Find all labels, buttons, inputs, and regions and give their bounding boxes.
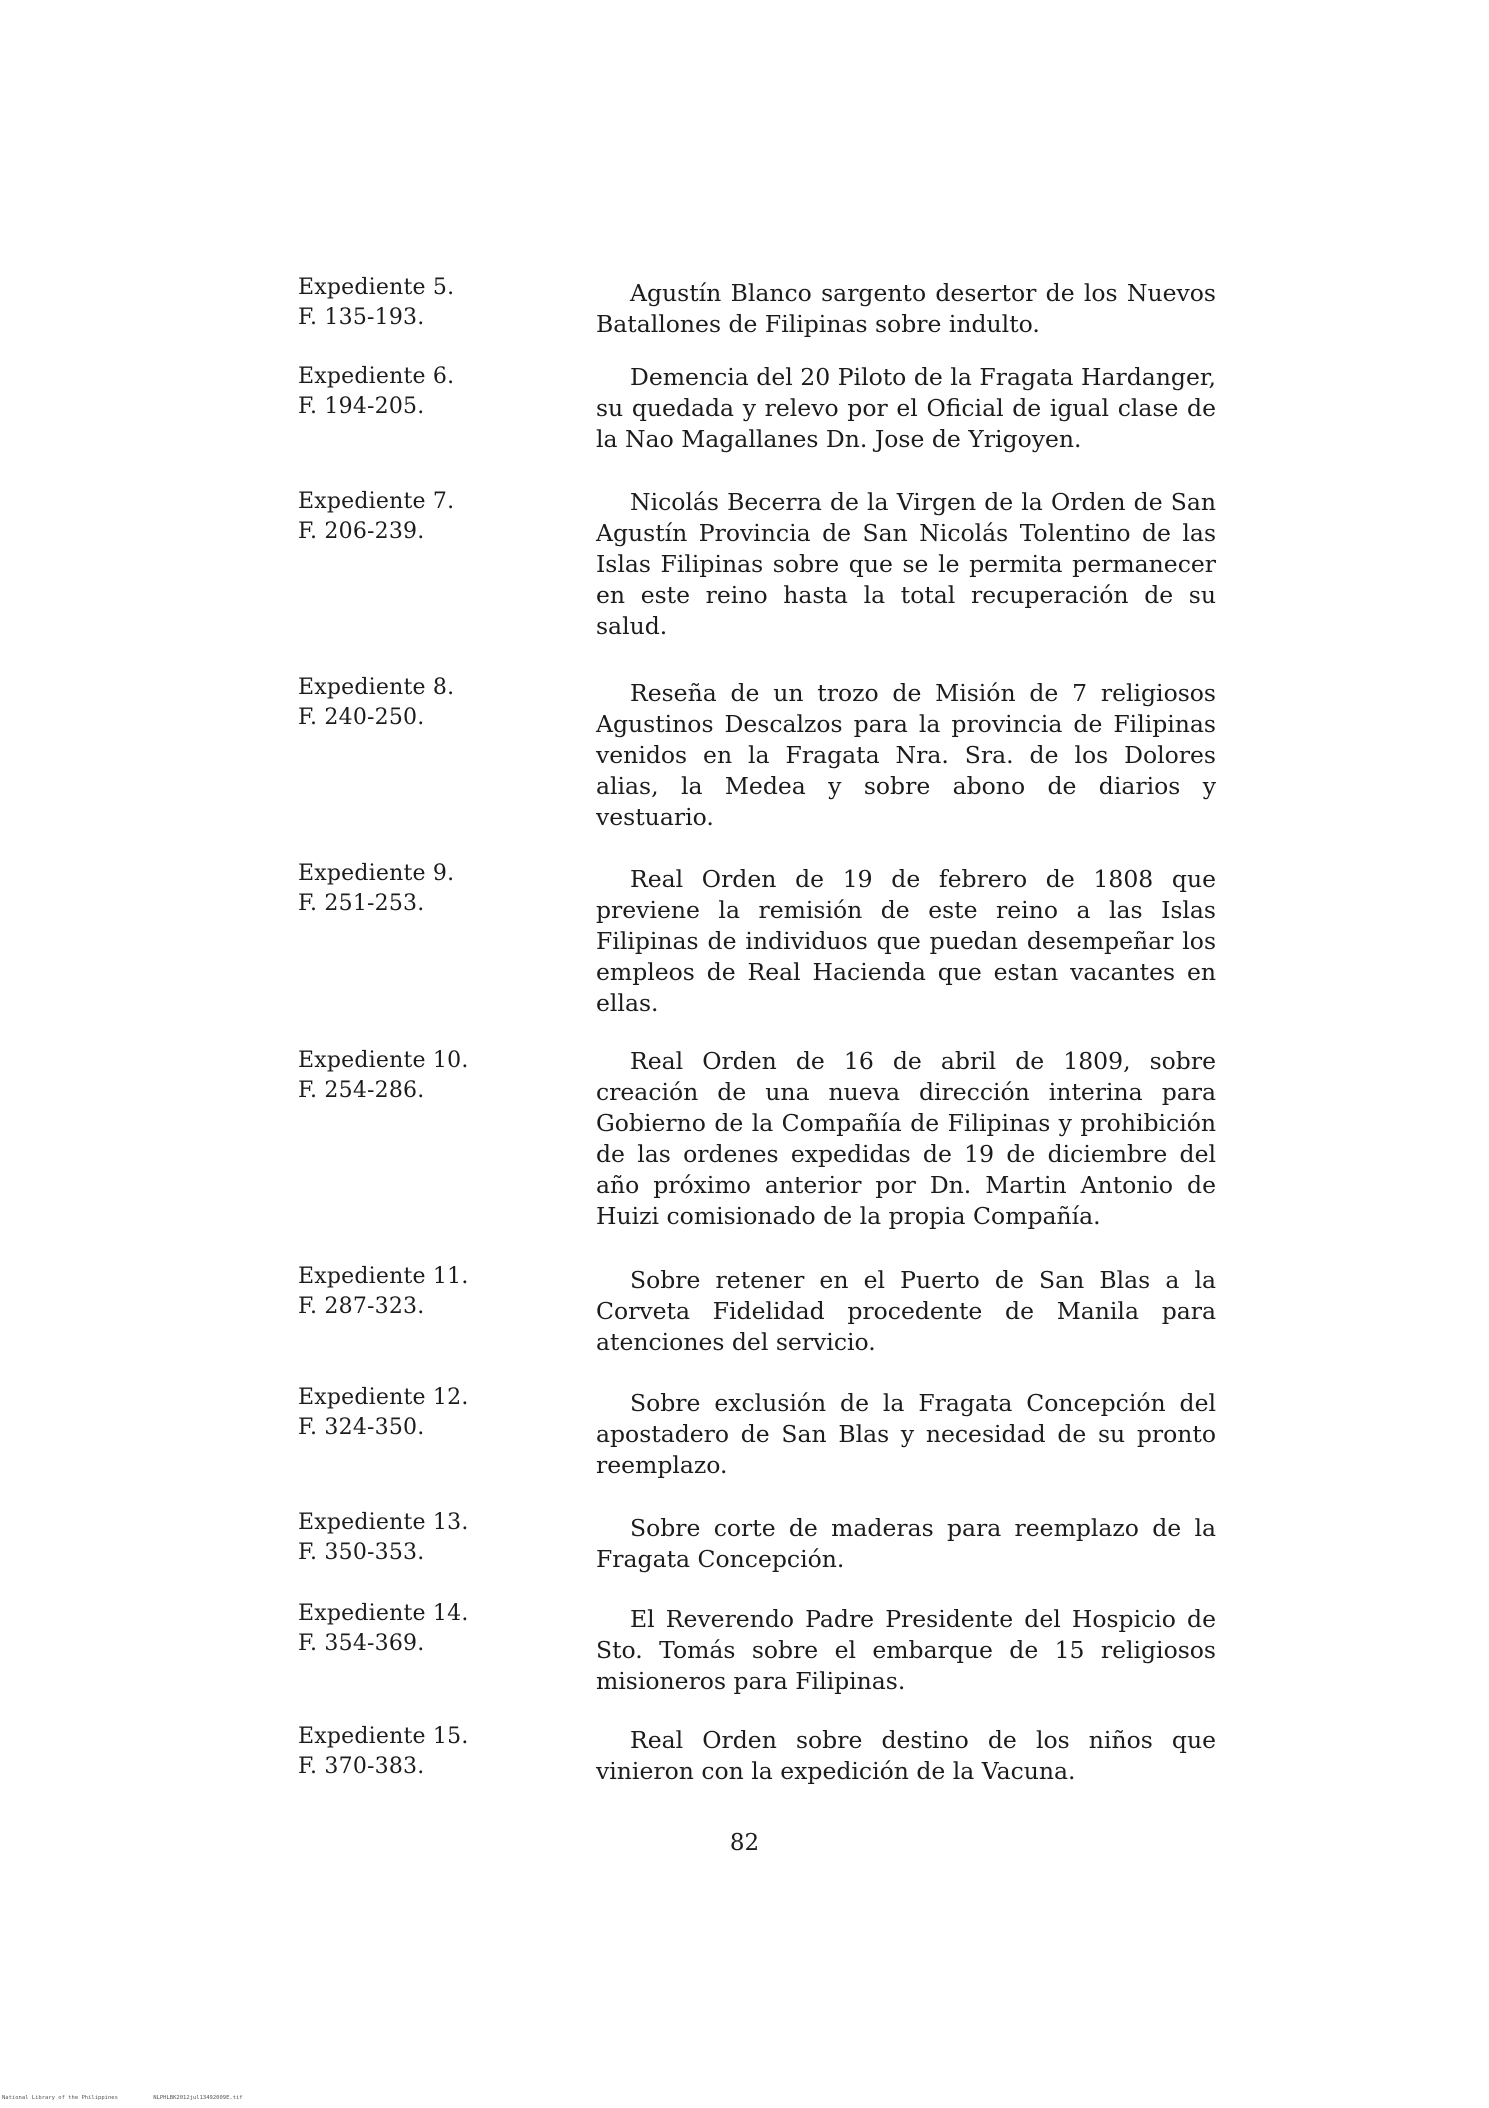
folio-range: F. 206-239.	[298, 519, 425, 544]
folio-range: F. 354-369.	[298, 1631, 425, 1656]
folio-range: F. 135-193.	[298, 305, 425, 330]
expediente-label: Expediente 11.	[298, 1264, 469, 1289]
entry-description: Sobre corte de maderas para reemplazo de la Fragata Concepción.	[596, 1514, 1216, 1573]
folio-range: F. 251-253.	[298, 891, 425, 916]
entry-description: Sobre retener en el Puerto de San Blas a la Corveta Fidelidad procedente de Manila para atenciones del servicio.	[596, 1266, 1216, 1356]
entry-reference	[298, 859, 488, 919]
page-number: 82	[729, 1830, 760, 1856]
entry-reference	[298, 273, 488, 333]
entry-reference	[298, 1722, 488, 1782]
entry-description: Nicolás Becerra de la Virgen de la Orden de San Agustín Provincia de San Nicolás Tolentino de las Islas Filipinas sobre que se le permita permanecer en este reino hasta la total recuperación de su salud.	[596, 488, 1216, 640]
entry-description: El Reverendo Padre Presidente del Hospicio de Sto. Tomás sobre el embarque de 15 religiosos misioneros para Filipinas.	[596, 1605, 1216, 1695]
entry-reference	[298, 362, 488, 422]
entry-reference	[298, 1046, 488, 1106]
entry-reference	[298, 1383, 488, 1443]
entry-description: Agustín Blanco sargento desertor de los Nuevos Batallones de Filipinas sobre indulto.	[596, 279, 1216, 338]
folio-range: F. 194-205.	[298, 394, 425, 419]
folio-range: F. 287-323.	[298, 1294, 425, 1319]
expediente-label: Expediente 10.	[298, 1048, 469, 1073]
entry-description: Real Orden de 16 de abril de 1809, sobre creación de una nueva dirección interina para Gobierno de la Compañía de Filipinas y prohibición de las ordenes expedidas de 19 de diciembre del año próximo anterior por Dn. Martin Antonio de Huizi comisionado de la propia Compañía.	[596, 1047, 1216, 1230]
expediente-label: Expediente 15.	[298, 1724, 469, 1749]
folio-range: F. 324-350.	[298, 1415, 425, 1440]
expediente-label: Expediente 5.	[298, 275, 455, 300]
entry-description: Sobre exclusión de la Fragata Concepción del apostadero de San Blas y necesidad de su pronto reemplazo.	[596, 1389, 1216, 1479]
entry-description: Real Orden de 19 de febrero de 1808 que previene la remisión de este reino a las Islas Filipinas de individuos que puedan desempeñar los empleos de Real Hacienda que estan vacantes en ellas.	[596, 865, 1216, 1017]
entry-reference	[298, 487, 488, 547]
expediente-label: Expediente 14.	[298, 1601, 469, 1626]
entry-description: Reseña de un trozo de Misión de 7 religiosos Agustinos Descalzos para la provincia de Filipinas venidos en la Fragata Nra. Sra. de los Dolores alias, la Medea y sobre abono de diarios y vestuario.	[596, 679, 1216, 831]
footer-library: National Library of the Philippines	[2, 2095, 118, 2101]
entry-reference	[298, 1599, 488, 1659]
folio-range: F. 240-250.	[298, 705, 425, 730]
footer-file-id: NLPHLBK2012jul13492009E.tif	[153, 2095, 243, 2101]
entry-description: Demencia del 20 Piloto de la Fragata Hardanger, su quedada y relevo por el Oficial de igual clase de la Nao Magallanes Dn. Jose de Yrigoyen.	[596, 363, 1216, 453]
expediente-label: Expediente 7.	[298, 489, 455, 514]
entry-reference	[298, 673, 488, 733]
folio-range: F. 254-286.	[298, 1078, 425, 1103]
expediente-label: Expediente 12.	[298, 1385, 469, 1410]
entry-description: Real Orden sobre destino de los niños que vinieron con la expedición de la Vacuna.	[596, 1726, 1216, 1785]
expediente-label: Expediente 13.	[298, 1510, 469, 1535]
folio-range: F. 370-383.	[298, 1754, 425, 1779]
expediente-label: Expediente 9.	[298, 861, 455, 886]
expediente-label: Expediente 8.	[298, 675, 455, 700]
folio-range: F. 350-353.	[298, 1540, 425, 1565]
entry-reference	[298, 1508, 488, 1568]
entry-reference	[298, 1262, 488, 1322]
expediente-label: Expediente 6.	[298, 364, 455, 389]
scan-footer	[2, 2095, 275, 2101]
